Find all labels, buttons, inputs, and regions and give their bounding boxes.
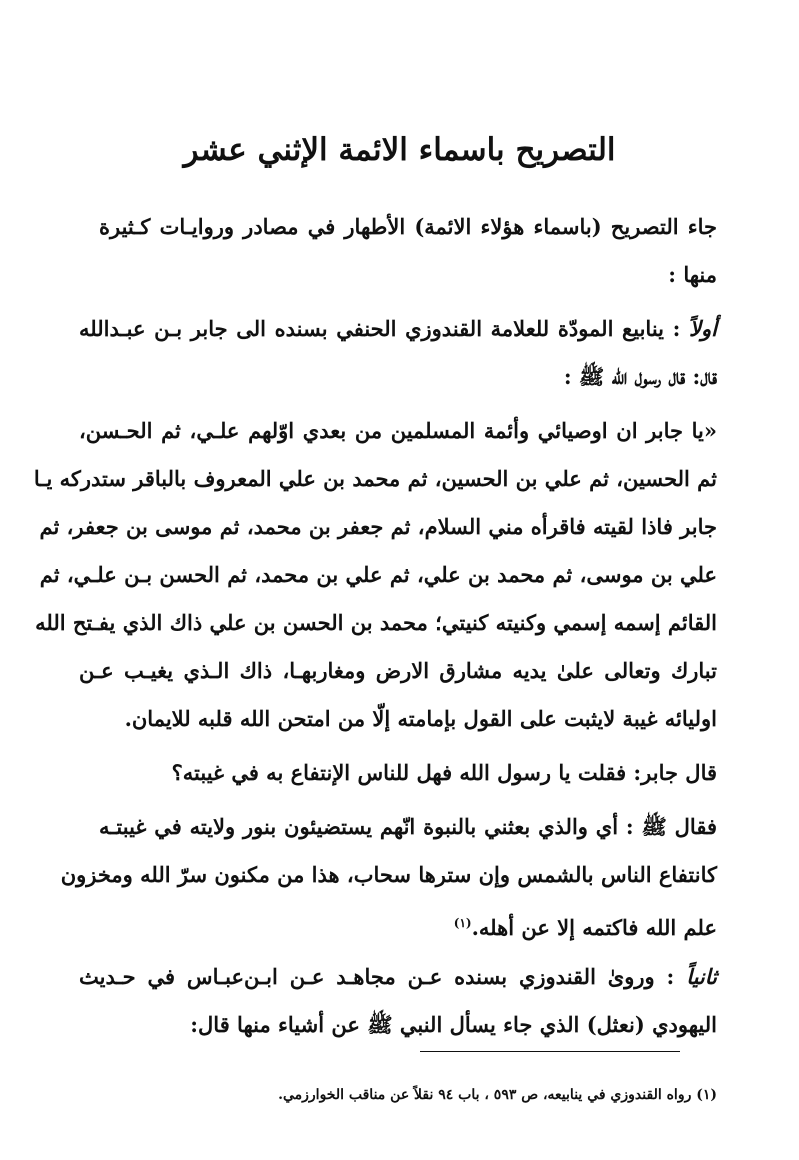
text-line <box>79 362 717 392</box>
text-line <box>39 560 717 590</box>
line-text: علي بن موسى، ثم محمد بن علي، ثم علي بن محمد، ثم الحسن بـن علـي، ثم <box>39 562 717 587</box>
text-line <box>33 464 717 494</box>
text-line <box>79 656 717 686</box>
line-text: علم الله فاكتمه إلا عن أهله. <box>471 915 717 940</box>
footnote: (١) رواه القندوزي في ينابيعه، ص ٥٩٣ ، باب ٩٤ نقلاً عن مناقب الخوارزمي. <box>278 1087 717 1103</box>
line-text: : ينابيع المودّة للعلامة القندوزي الحنفي بسنده الى جابر بـن عبـدالله <box>79 316 690 341</box>
ordinal-lead: ثانياً <box>686 964 718 989</box>
line-text: جابر فاذا لقيته فاقرأه مني السلام، ثم جعفر بن محمد، ثم موسى بن جعفر، ثم <box>39 514 717 539</box>
line-text: القائم إسمه إسمي وكنيته كنيتي؛ محمد بن الحسن بن علي ذاك الذي يفـتح الله <box>35 610 717 635</box>
text-line <box>79 260 717 290</box>
text-line <box>79 908 717 943</box>
line-text: فقال ﷺ : أي والذي بعثني بالنبوة انّهم يستضيئون بنور ولايته في غيبتـه <box>99 814 717 839</box>
line-text: اليهودي (نعثل) الذي جاء يسأل النبي ﷺ عن أشياء منها قال: <box>190 1012 717 1037</box>
line-text: جاء التصريح (باسماء هؤلاء الائمة) الأطهار في مصادر وروايـات كـثيرة <box>99 214 717 239</box>
text-line <box>79 416 717 446</box>
text-line <box>39 512 717 542</box>
text-line <box>79 704 717 734</box>
page-title: التصريح باسماء الائمة الإثني عشر <box>183 132 616 168</box>
text-line <box>79 1010 717 1040</box>
line-text: كانتفاع الناس بالشمس وإن سترها سحاب، هذا من مكنون سرّ الله ومخزون <box>60 862 717 887</box>
text-line <box>79 314 717 344</box>
ordinal-lead: أولاً <box>689 316 717 341</box>
line-text: : ورویٰ القندوزي بسنده عـن مجاهـد عـن ابـن‌عبـاس في حـديث <box>79 964 687 989</box>
line-text: «يا جابر ان اوصيائي وأئمة المسلمين من بعدي اوّلهم علـي، ثم الحـسن، <box>79 418 717 443</box>
text-line <box>60 860 717 890</box>
text-line <box>99 212 717 242</box>
text-line <box>99 812 717 842</box>
text-line <box>99 758 717 788</box>
line-text: قال جابر: فقلت يا رسول الله فهل للناس الإنتفاع به في غيبته؟ <box>171 760 717 785</box>
line-text: ثم الحسين، ثم علي بن الحسين، ثم محمد بن علي المعروف بالباقر ستدركه يـا <box>33 466 717 491</box>
text-line <box>79 962 717 992</box>
line-text: اوليائه غيبة لايثبت على القول بإمامته إلّا من امتحن الله قلبه للايمان. <box>124 706 717 731</box>
text-line <box>35 608 717 638</box>
line-text: تبارك وتعالى علىٰ يديه مشارق الارض ومغاربهـا، ذاك الـذي يغيـب عـن <box>79 658 717 683</box>
footnote-marker: (١) <box>453 916 472 930</box>
line-text: قال: قال رسول الله ﷺ : <box>563 364 717 389</box>
line-text: منها : <box>668 262 717 287</box>
footnote-divider <box>420 1051 680 1052</box>
